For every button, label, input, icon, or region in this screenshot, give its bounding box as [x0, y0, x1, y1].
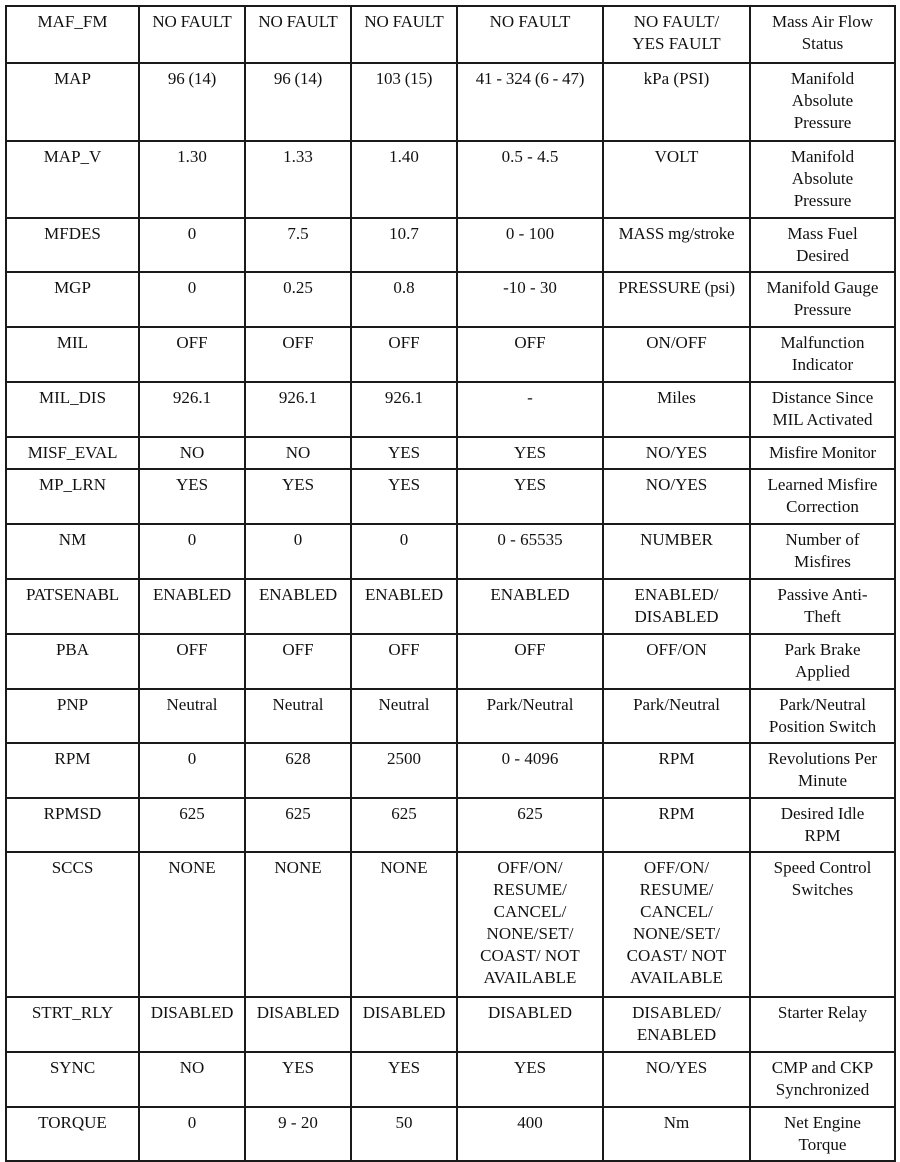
- unit-cell: NO/YES: [603, 469, 750, 524]
- description-cell: Manifold Gauge Pressure: [750, 272, 895, 327]
- description-cell: Desired Idle RPM: [750, 798, 895, 852]
- pid-cell: STRT_RLY: [6, 997, 139, 1052]
- unit-cell: Park/Neutral: [603, 689, 750, 743]
- range-cell: OFF: [457, 327, 603, 382]
- unit-cell: RPM: [603, 743, 750, 798]
- value-cell: YES: [245, 1052, 351, 1107]
- table-row: [6, 743, 895, 798]
- value-cell: YES: [351, 437, 457, 469]
- range-cell: -: [457, 382, 603, 437]
- description-cell: Revolutions Per Minute: [750, 743, 895, 798]
- value-cell: NO: [139, 437, 245, 469]
- range-cell: OFF: [457, 634, 603, 689]
- table-row: [6, 997, 895, 1052]
- pid-cell: SYNC: [6, 1052, 139, 1107]
- value-cell: ENABLED: [139, 579, 245, 634]
- value-cell: NO: [245, 437, 351, 469]
- description-cell: Park Brake Applied: [750, 634, 895, 689]
- value-cell: 0: [139, 218, 245, 272]
- pid-cell: MIL_DIS: [6, 382, 139, 437]
- range-cell: YES: [457, 437, 603, 469]
- description-cell: Manifold Absolute Pressure: [750, 141, 895, 218]
- table-row: [6, 218, 895, 272]
- value-cell: 96 (14): [245, 63, 351, 141]
- value-cell: 926.1: [139, 382, 245, 437]
- value-cell: Neutral: [139, 689, 245, 743]
- table-row: [6, 6, 895, 63]
- value-cell: DISABLED: [139, 997, 245, 1052]
- value-cell: 926.1: [245, 382, 351, 437]
- value-cell: 50: [351, 1107, 457, 1161]
- value-cell: NO FAULT: [139, 6, 245, 63]
- value-cell: 625: [139, 798, 245, 852]
- description-cell: Mass Air Flow Status: [750, 6, 895, 63]
- unit-cell: NUMBER: [603, 524, 750, 579]
- pid-cell: MISF_EVAL: [6, 437, 139, 469]
- range-cell: 41 - 324 (6 - 47): [457, 63, 603, 141]
- table-row: [6, 798, 895, 852]
- value-cell: 926.1: [351, 382, 457, 437]
- table-row: [6, 579, 895, 634]
- range-cell: NO FAULT: [457, 6, 603, 63]
- pid-cell: MAP_V: [6, 141, 139, 218]
- range-cell: YES: [457, 469, 603, 524]
- value-cell: 0: [351, 524, 457, 579]
- description-cell: CMP and CKP Synchronized: [750, 1052, 895, 1107]
- value-cell: 96 (14): [139, 63, 245, 141]
- pid-cell: TORQUE: [6, 1107, 139, 1161]
- table-row: [6, 272, 895, 327]
- pid-cell: RPM: [6, 743, 139, 798]
- range-cell: 400: [457, 1107, 603, 1161]
- value-cell: 625: [245, 798, 351, 852]
- value-cell: YES: [351, 469, 457, 524]
- range-cell: 0 - 65535: [457, 524, 603, 579]
- pid-cell: NM: [6, 524, 139, 579]
- value-cell: NONE: [351, 852, 457, 997]
- range-cell: 0 - 4096: [457, 743, 603, 798]
- value-cell: 1.30: [139, 141, 245, 218]
- value-cell: OFF: [351, 327, 457, 382]
- unit-cell: MASS mg/stroke: [603, 218, 750, 272]
- description-cell: Distance Since MIL Activated: [750, 382, 895, 437]
- unit-cell: OFF/ON: [603, 634, 750, 689]
- pid-cell: MAP: [6, 63, 139, 141]
- range-cell: ENABLED: [457, 579, 603, 634]
- table-row: [6, 382, 895, 437]
- description-cell: Number of Misfires: [750, 524, 895, 579]
- table-row: [6, 437, 895, 469]
- pid-cell: PATSENABL: [6, 579, 139, 634]
- value-cell: DISABLED: [351, 997, 457, 1052]
- unit-cell: NO FAULT/ YES FAULT: [603, 6, 750, 63]
- table-row: [6, 852, 895, 997]
- value-cell: 0.25: [245, 272, 351, 327]
- unit-cell: RPM: [603, 798, 750, 852]
- value-cell: 0: [139, 1107, 245, 1161]
- value-cell: OFF: [351, 634, 457, 689]
- unit-cell: PRESSURE (psi): [603, 272, 750, 327]
- value-cell: OFF: [139, 634, 245, 689]
- unit-cell: NO/YES: [603, 437, 750, 469]
- range-cell: DISABLED: [457, 997, 603, 1052]
- value-cell: Neutral: [351, 689, 457, 743]
- value-cell: OFF: [245, 634, 351, 689]
- value-cell: 10.7: [351, 218, 457, 272]
- description-cell: Malfunction Indicator: [750, 327, 895, 382]
- value-cell: OFF: [245, 327, 351, 382]
- pid-cell: MGP: [6, 272, 139, 327]
- range-cell: Park/Neutral: [457, 689, 603, 743]
- value-cell: 628: [245, 743, 351, 798]
- unit-cell: ON/OFF: [603, 327, 750, 382]
- table-row: [6, 689, 895, 743]
- value-cell: NO: [139, 1052, 245, 1107]
- value-cell: YES: [351, 1052, 457, 1107]
- description-cell: Starter Relay: [750, 997, 895, 1052]
- pid-cell: MIL: [6, 327, 139, 382]
- description-cell: Speed Control Switches: [750, 852, 895, 997]
- unit-cell: VOLT: [603, 141, 750, 218]
- table-row: [6, 634, 895, 689]
- value-cell: 0: [245, 524, 351, 579]
- range-cell: 0 - 100: [457, 218, 603, 272]
- value-cell: NONE: [245, 852, 351, 997]
- unit-cell: Nm: [603, 1107, 750, 1161]
- range-cell: -10 - 30: [457, 272, 603, 327]
- pid-cell: PBA: [6, 634, 139, 689]
- value-cell: NONE: [139, 852, 245, 997]
- value-cell: YES: [245, 469, 351, 524]
- unit-cell: NO/YES: [603, 1052, 750, 1107]
- value-cell: ENABLED: [245, 579, 351, 634]
- value-cell: ENABLED: [351, 579, 457, 634]
- value-cell: 1.33: [245, 141, 351, 218]
- range-cell: OFF/ON/ RESUME/ CANCEL/ NONE/SET/ COAST/ NOT AVAILABLE: [457, 852, 603, 997]
- pid-cell: MFDES: [6, 218, 139, 272]
- value-cell: DISABLED: [245, 997, 351, 1052]
- description-cell: Learned Misfire Correction: [750, 469, 895, 524]
- description-cell: Net Engine Torque: [750, 1107, 895, 1161]
- table-row: [6, 141, 895, 218]
- unit-cell: DISABLED/ ENABLED: [603, 997, 750, 1052]
- value-cell: NO FAULT: [351, 6, 457, 63]
- value-cell: 103 (15): [351, 63, 457, 141]
- range-cell: 0.5 - 4.5: [457, 141, 603, 218]
- unit-cell: OFF/ON/ RESUME/ CANCEL/ NONE/SET/ COAST/ NOT AVAILABLE: [603, 852, 750, 997]
- value-cell: Neutral: [245, 689, 351, 743]
- value-cell: NO FAULT: [245, 6, 351, 63]
- pid-cell: RPMSD: [6, 798, 139, 852]
- table-row: [6, 1052, 895, 1107]
- pid-cell: SCCS: [6, 852, 139, 997]
- value-cell: YES: [139, 469, 245, 524]
- table-row: [6, 469, 895, 524]
- table-row: [6, 1107, 895, 1161]
- pid-cell: MAF_FM: [6, 6, 139, 63]
- table-row: [6, 63, 895, 141]
- value-cell: 0.8: [351, 272, 457, 327]
- unit-cell: kPa (PSI): [603, 63, 750, 141]
- table-row: [6, 524, 895, 579]
- pid-data-table: [5, 5, 896, 1162]
- description-cell: Passive Anti- Theft: [750, 579, 895, 634]
- value-cell: 7.5: [245, 218, 351, 272]
- value-cell: 9 - 20: [245, 1107, 351, 1161]
- description-cell: Misfire Monitor: [750, 437, 895, 469]
- description-cell: Park/Neutral Position Switch: [750, 689, 895, 743]
- unit-cell: ENABLED/ DISABLED: [603, 579, 750, 634]
- description-cell: Manifold Absolute Pressure: [750, 63, 895, 141]
- range-cell: YES: [457, 1052, 603, 1107]
- description-cell: Mass Fuel Desired: [750, 218, 895, 272]
- value-cell: 0: [139, 272, 245, 327]
- unit-cell: Miles: [603, 382, 750, 437]
- value-cell: 0: [139, 524, 245, 579]
- value-cell: OFF: [139, 327, 245, 382]
- range-cell: 625: [457, 798, 603, 852]
- value-cell: 0: [139, 743, 245, 798]
- pid-cell: PNP: [6, 689, 139, 743]
- value-cell: 625: [351, 798, 457, 852]
- pid-cell: MP_LRN: [6, 469, 139, 524]
- table-row: [6, 327, 895, 382]
- value-cell: 2500: [351, 743, 457, 798]
- value-cell: 1.40: [351, 141, 457, 218]
